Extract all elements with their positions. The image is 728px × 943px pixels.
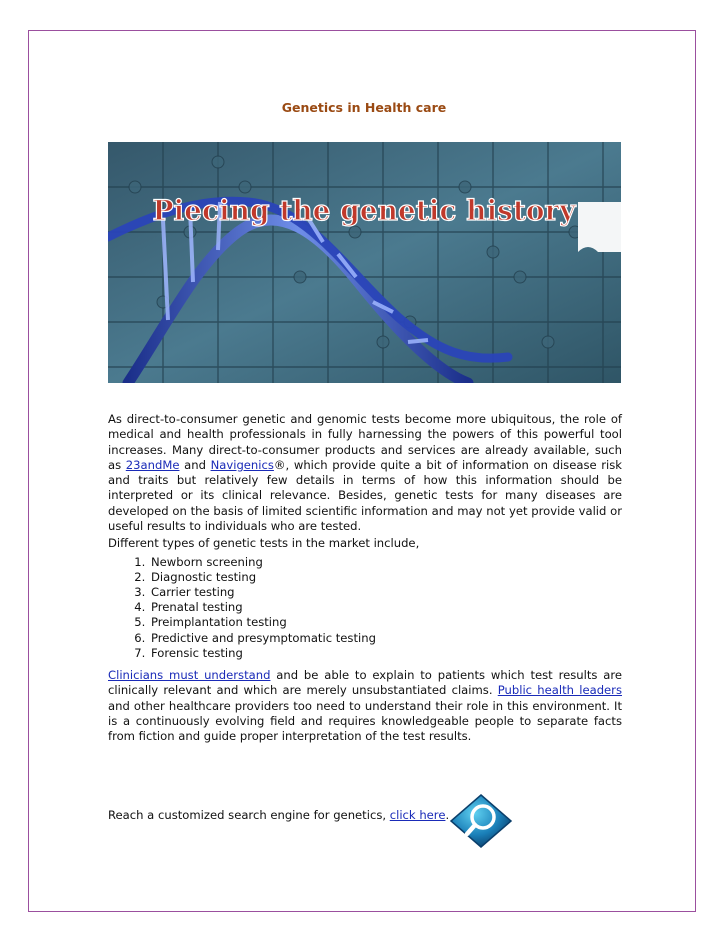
list-item: 1. Newborn screening bbox=[149, 555, 622, 570]
link-navigenics[interactable]: Navigenics bbox=[210, 457, 274, 472]
search-engine-line: Reach a customized search engine for genetics, click here. bbox=[108, 808, 450, 822]
document-title: Genetics in Health care bbox=[281, 100, 447, 115]
click-here-link[interactable]: click here bbox=[389, 808, 446, 822]
link-clinicians-must-understand[interactable]: Clinicians must understand bbox=[108, 668, 271, 683]
list-item: 7. Forensic testing bbox=[149, 646, 622, 661]
list-item: 6. Predictive and presymptomatic testing bbox=[149, 631, 622, 646]
types-heading: Different types of genetic tests in the market include, bbox=[108, 536, 420, 551]
hero-banner-text: Piecing the genetic history bbox=[152, 194, 576, 227]
dna-puzzle-illustration bbox=[108, 142, 621, 383]
list-item: 4. Prenatal testing bbox=[149, 600, 622, 615]
list-item: 2. Diagnostic testing bbox=[149, 570, 622, 585]
test-types-list bbox=[108, 555, 622, 661]
clinicians-paragraph: Clinicians must understand and be able to explain to patients which test results are clinically relevant and which are merely unsubstantiated claims. Public health leaders and other healthcare providers too need to understand their role in this environment. It is a continuously evolving field and requires knowledgeable people to separate facts from fiction and guide proper interpretation of the test results. bbox=[108, 668, 622, 744]
hero-image bbox=[108, 142, 621, 383]
link-23andme[interactable]: 23andMe bbox=[125, 457, 180, 472]
article-body bbox=[108, 412, 622, 745]
list-item: 5. Preimplantation testing bbox=[149, 615, 622, 630]
list-item: 3. Carrier testing bbox=[149, 585, 622, 600]
intro-paragraph: As direct-to-consumer genetic and genomic tests become more ubiquitous, the role of medical and health professionals in fully harnessing the powers of this powerful tool increases. Many direct-to-consumer products and services are already available, such as 23andMe and Navigenics®, which provide quite a bit of information on disease risk and traits but relatively few details in terms of how this information should be interpreted or its clinical relevance. Besides, genetic tests for many diseases are developed on the basis of limited scientific information and may not yet provide valid or useful results to individuals who are tested. bbox=[108, 412, 622, 534]
link-public-health-leaders[interactable]: Public health leaders bbox=[497, 683, 622, 698]
magnifier-icon[interactable] bbox=[449, 793, 513, 849]
